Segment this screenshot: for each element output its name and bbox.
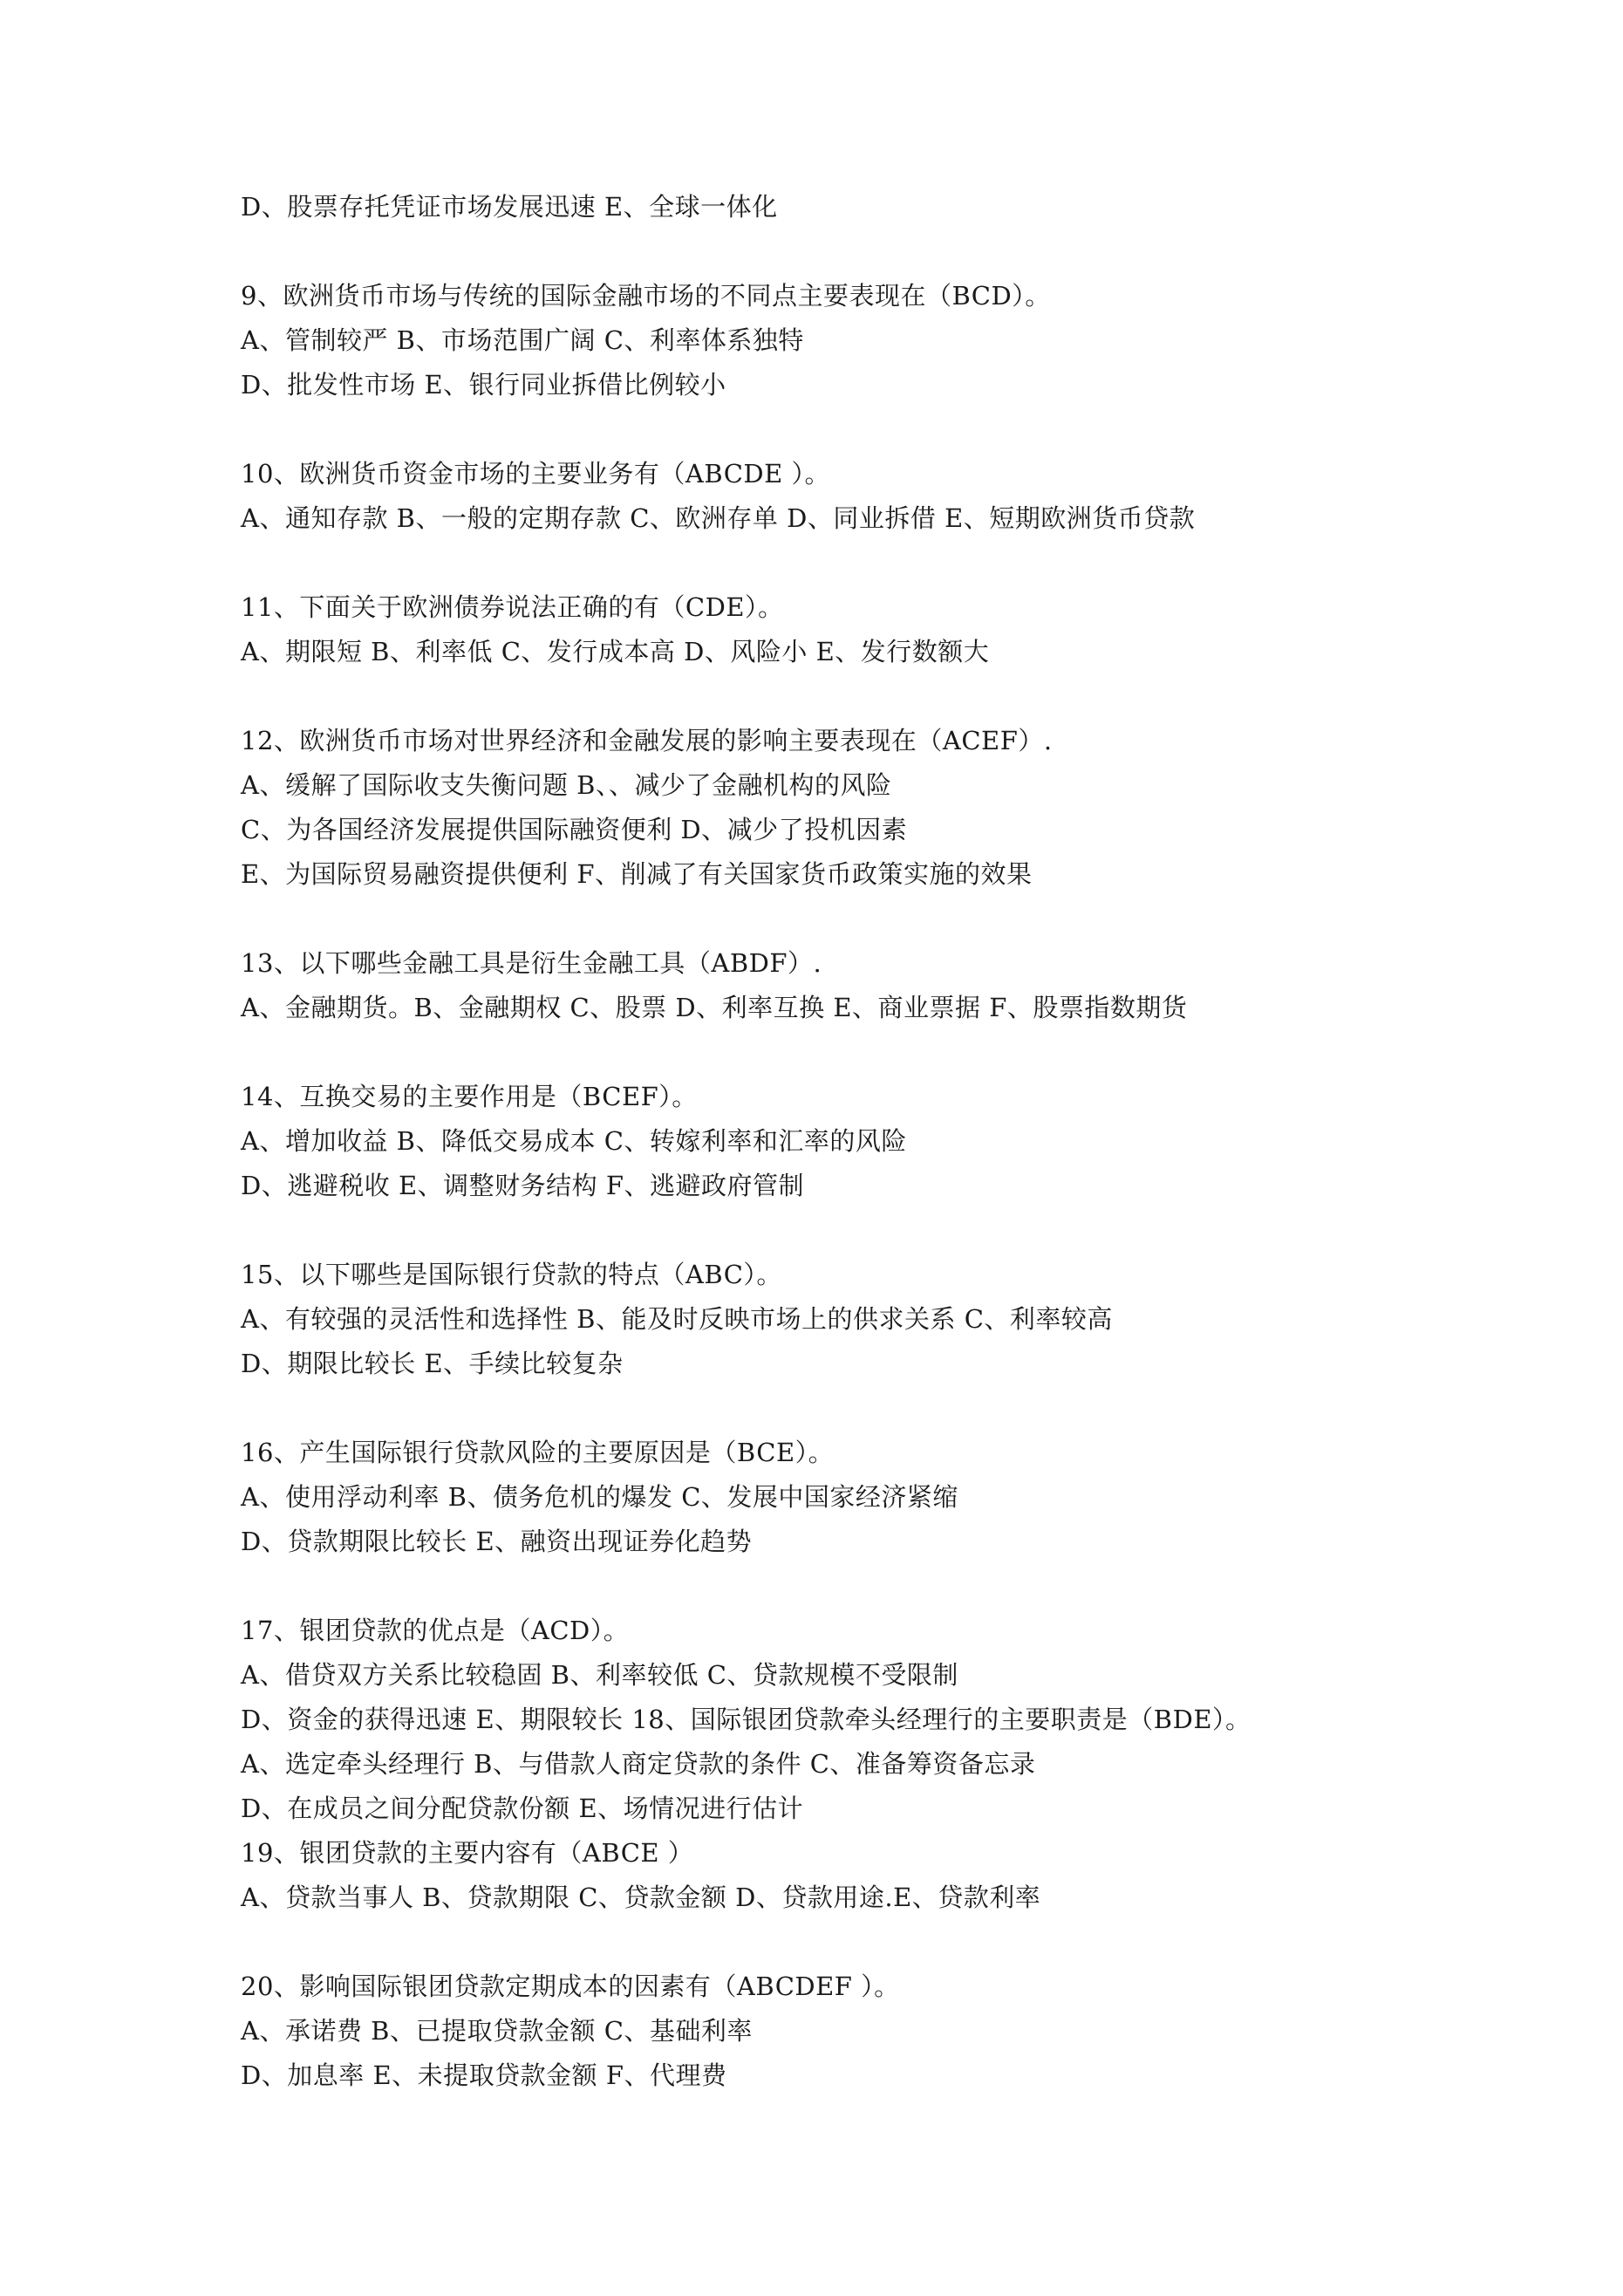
text-line: D、逃避税收 E、调整财务结构 F、逃避政府管制 bbox=[241, 1171, 804, 1200]
text-line: 17、银团贷款的优点是（ACD）。 bbox=[241, 1616, 630, 1645]
text-line: D、资金的获得迅速 E、期限较长 18、国际银团贷款牵头经理行的主要职责是（BDE）。 bbox=[241, 1705, 1251, 1734]
text-line: D、期限比较长 E、手续比较复杂 bbox=[241, 1349, 624, 1378]
text-line: A、增加收益 B、降低交易成本 C、转嫁利率和汇率的风险 bbox=[241, 1126, 907, 1156]
blank-line bbox=[241, 407, 1549, 452]
blank-line bbox=[241, 1920, 1549, 1965]
blank-line bbox=[241, 897, 1549, 941]
text-line: A、选定牵头经理行 B、与借款人商定贷款的条件 C、准备筹资备忘录 bbox=[241, 1749, 1036, 1779]
text-line: C、为各国经济发展提供国际融资便利 D、减少了投机因素 bbox=[241, 815, 908, 844]
blank-line bbox=[241, 1030, 1549, 1075]
text-line: D、批发性市场 E、银行同业拆借比例较小 bbox=[241, 370, 726, 400]
text-line: 10、欧洲货币资金市场的主要业务有（ABCDE ）。 bbox=[241, 459, 831, 489]
text-line: E、为国际贸易融资提供便利 F、削减了有关国家货币政策实施的效果 bbox=[241, 859, 1033, 889]
blank-line bbox=[241, 1564, 1549, 1609]
text-line: 16、产生国际银行贷款风险的主要原因是（BCE）。 bbox=[241, 1438, 835, 1467]
text-line: 13、以下哪些金融工具是衍生金融工具（ABDF）. bbox=[241, 948, 822, 978]
text-line: A、承诺费 B、已提取贷款金额 C、基础利率 bbox=[241, 2016, 753, 2046]
text-line: A、金融期货。B、金融期权 C、股票 D、利率互换 E、商业票据 F、股票指数期货 bbox=[241, 993, 1188, 1022]
document-page bbox=[241, 185, 1549, 2098]
text-line: A、缓解了国际收支失衡问题 B、、减少了金融机构的风险 bbox=[241, 770, 892, 800]
blank-line bbox=[241, 229, 1549, 274]
blank-line bbox=[241, 541, 1549, 585]
text-line: A、通知存款 B、一般的定期存款 C、欧洲存单 D、同业拆借 E、短期欧洲货币贷款 bbox=[241, 503, 1196, 533]
text-line: 9、欧洲货币市场与传统的国际金融市场的不同点主要表现在（BCD）。 bbox=[241, 281, 1051, 311]
blank-line bbox=[241, 1386, 1549, 1431]
text-line: 11、下面关于欧洲债券说法正确的有（CDE）。 bbox=[241, 592, 784, 622]
text-line: A、有较强的灵活性和选择性 B、能及时反映市场上的供求关系 C、利率较高 bbox=[241, 1304, 1113, 1334]
blank-line bbox=[241, 1208, 1549, 1253]
text-line: A、贷款当事人 B、贷款期限 C、贷款金额 D、贷款用途.E、贷款利率 bbox=[241, 1883, 1041, 1912]
text-line: 20、影响国际银团贷款定期成本的因素有（ABCDEF ）。 bbox=[241, 1971, 900, 2001]
text-line: D、加息率 E、未提取贷款金额 F、代理费 bbox=[241, 2060, 727, 2090]
text-line: A、使用浮动利率 B、债务危机的爆发 C、发展中国家经济紧缩 bbox=[241, 1482, 958, 1512]
text-line: 15、以下哪些是国际银行贷款的特点（ABC）。 bbox=[241, 1260, 782, 1289]
text-line: 12、欧洲货币市场对世界经济和金融发展的影响主要表现在（ACEF）. bbox=[241, 726, 1053, 755]
text-line: 14、互换交易的主要作用是（BCEF）。 bbox=[241, 1082, 698, 1111]
text-line: D、股票存托凭证市场发展迅速 E、全球一体化 bbox=[241, 192, 778, 222]
text-line: A、期限短 B、利率低 C、发行成本高 D、风险小 E、发行数额大 bbox=[241, 637, 990, 666]
text-line: A、管制较严 B、市场范围广阔 C、利率体系独特 bbox=[241, 325, 804, 355]
text-line: 19、银团贷款的主要内容有（ABCE ） bbox=[241, 1838, 694, 1868]
blank-line bbox=[241, 674, 1549, 719]
text-line: A、借贷双方关系比较稳固 B、利率较低 C、贷款规模不受限制 bbox=[241, 1660, 958, 1690]
text-line: D、在成员之间分配贷款份额 E、场情况进行估计 bbox=[241, 1794, 804, 1823]
text-line: D、贷款期限比较长 E、融资出现证券化趋势 bbox=[241, 1527, 753, 1556]
